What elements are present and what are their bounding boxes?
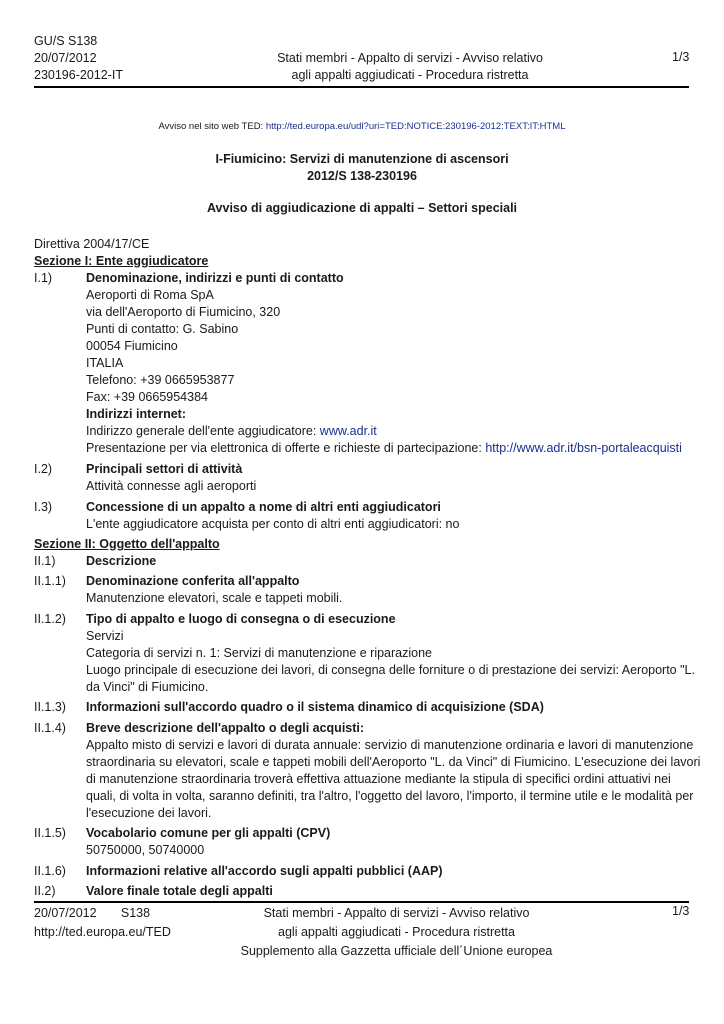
section-1-heading: Sezione I: Ente aggiudicatore bbox=[34, 254, 209, 268]
header-doc-id: 230196-2012-IT bbox=[34, 68, 123, 82]
eproc-address bbox=[86, 441, 682, 455]
header-issue: GU/S S138 bbox=[34, 34, 98, 48]
notice-type: Avviso di aggiudicazione di appalti – Settori speciali bbox=[206, 201, 518, 215]
ii111-label: Denominazione conferita all'appalto bbox=[86, 574, 300, 588]
i3-number: I.3) bbox=[34, 500, 53, 514]
section-2-heading: Sezione II: Oggetto dell'appalto bbox=[34, 537, 220, 551]
ii114-line2: straordinaria su elevatori, scale e tappeti mobili dell'Aeroporto "L. da Vinci" di Fiumicino. L'esecuzione dei lavori bbox=[86, 755, 701, 769]
ii114-line5: l'esecuzione dei lavori. bbox=[86, 806, 212, 820]
ii112-line2: Categoria di servizi n. 1: Servizi di manutenzione e riparazione bbox=[86, 646, 433, 660]
footer-url: http://ted.europa.eu/TED bbox=[34, 925, 171, 939]
eproc-address-prefix: Presentazione per via elettronica di offerte e richieste di partecipazione: bbox=[86, 441, 486, 455]
directive: Direttiva 2004/17/CE bbox=[34, 237, 150, 251]
ii116-label: Informazioni relative all'accordo sugli appalti pubblici (AAP) bbox=[86, 864, 443, 878]
header-date: 20/07/2012 bbox=[34, 51, 97, 65]
eproc-address-link[interactable]: http://www.adr.it/bsn-portaleacquisti bbox=[485, 441, 682, 455]
ii114-label: Breve descrizione dell'appalto o degli acquisti: bbox=[86, 721, 365, 735]
ii1-number: II.1) bbox=[34, 554, 56, 568]
ii111-text: Manutenzione elevatori, scale e tappeti mobili. bbox=[86, 591, 343, 605]
i1-number: I.1) bbox=[34, 271, 53, 285]
notice-number: 2012/S 138-230196 bbox=[307, 169, 417, 183]
header-title bbox=[240, 50, 580, 84]
footer-line3: Supplemento alla Gazzetta ufficiale dell´Unione europea bbox=[240, 944, 553, 958]
ted-notice-prefix: Avviso nel sito web TED: bbox=[158, 121, 266, 132]
ii112-line3: Luogo principale di esecuzione dei lavori, di consegna delle forniture o di prestazione dei servizi: Aeroporto "L. bbox=[86, 663, 695, 677]
footer-date-issue: 20/07/2012 S138 bbox=[34, 906, 151, 920]
org-contact: Punti di contatto: G. Sabino bbox=[86, 322, 239, 336]
ii114-line4: quali, di volta in volta, saranno definiti, tra l'altro, l'oggetto del lavoro, l'importo, il termine utile e le modalità per bbox=[86, 789, 694, 803]
org-fax: Fax: +39 0665954384 bbox=[86, 390, 208, 404]
org-street: via dell'Aeroporto di Fiumicino, 320 bbox=[86, 305, 281, 319]
footer-title bbox=[200, 904, 593, 961]
ii2-number: II.2) bbox=[34, 884, 56, 898]
org-phone: Telefono: +39 0665953877 bbox=[86, 373, 235, 387]
org-country: ITALIA bbox=[86, 356, 124, 370]
ii111-number: II.1.1) bbox=[34, 574, 66, 588]
ii115-label: Vocabolario comune per gli appalti (CPV) bbox=[86, 826, 331, 840]
header-rule bbox=[34, 86, 689, 88]
header-title-line1: Stati membri - Appalto di servizi - Avviso relativo bbox=[277, 51, 543, 65]
i1-label: Denominazione, indirizzi e punti di contatto bbox=[86, 271, 344, 285]
ii115-number: II.1.5) bbox=[34, 826, 66, 840]
ii1-label: Descrizione bbox=[86, 554, 157, 568]
i3-label: Concessione di un appalto a nome di altri enti aggiudicatori bbox=[86, 500, 441, 514]
ii112-number: II.1.2) bbox=[34, 612, 66, 626]
header-page-number: 1/3 bbox=[672, 50, 690, 64]
i2-label: Principali settori di attività bbox=[86, 462, 243, 476]
footer-line1: Stati membri - Appalto di servizi - Avviso relativo bbox=[263, 906, 530, 920]
header-title-line2: agli appalti aggiudicati - Procedura ristretta bbox=[291, 68, 529, 82]
ii116-number: II.1.6) bbox=[34, 864, 66, 878]
ii114-line1: Appalto misto di servizi e lavori di durata annuale: servizio di manutenzione ordinaria e lavori di manutenzione bbox=[86, 738, 694, 752]
footer-line2: agli appalti aggiudicati - Procedura ristretta bbox=[278, 925, 515, 939]
footer-meta bbox=[34, 904, 171, 942]
notice-title: I-Fiumicino: Servizi di manutenzione di ascensori bbox=[215, 152, 509, 166]
ted-notice bbox=[0, 121, 724, 132]
ii113-label: Informazioni sull'accordo quadro o il sistema dinamico di acquisizione (SDA) bbox=[86, 700, 544, 714]
org-name: Aeroporti di Roma SpA bbox=[86, 288, 214, 302]
org-city: 00054 Fiumicino bbox=[86, 339, 178, 353]
ted-notice-link[interactable]: http://ted.europa.eu/udl?uri=TED:NOTICE:230196-2012:TEXT:IT:HTML bbox=[265, 121, 566, 132]
ii112-line4: da Vinci" di Fiumicino. bbox=[86, 680, 209, 694]
ii114-line3: di manutenzione straordinaria troverà effettiva attuazione mediante la stipula di specifici ordini attuativi nei bbox=[86, 772, 671, 786]
ii115-text: 50750000, 50740000 bbox=[86, 843, 205, 857]
general-address-prefix: Indirizzo generale dell'ente aggiudicatore: bbox=[86, 424, 320, 438]
ii114-number: II.1.4) bbox=[34, 721, 66, 735]
internet-label: Indirizzi internet: bbox=[86, 407, 186, 421]
ii112-line1: Servizi bbox=[86, 629, 124, 643]
ii112-label: Tipo di appalto e luogo di consegna o di esecuzione bbox=[86, 612, 396, 626]
footer-rule bbox=[34, 901, 689, 903]
general-address-link[interactable]: www.adr.it bbox=[319, 424, 377, 438]
i2-number: I.2) bbox=[34, 462, 53, 476]
ii113-number: II.1.3) bbox=[34, 700, 66, 714]
ii2-label: Valore finale totale degli appalti bbox=[86, 884, 273, 898]
footer-page-number: 1/3 bbox=[672, 904, 690, 918]
i3-text: L'ente aggiudicatore acquista per conto di altri enti aggiudicatori: no bbox=[86, 517, 460, 531]
header-meta bbox=[34, 33, 123, 84]
i2-text: Attività connesse agli aeroporti bbox=[86, 479, 257, 493]
general-address bbox=[86, 424, 377, 438]
